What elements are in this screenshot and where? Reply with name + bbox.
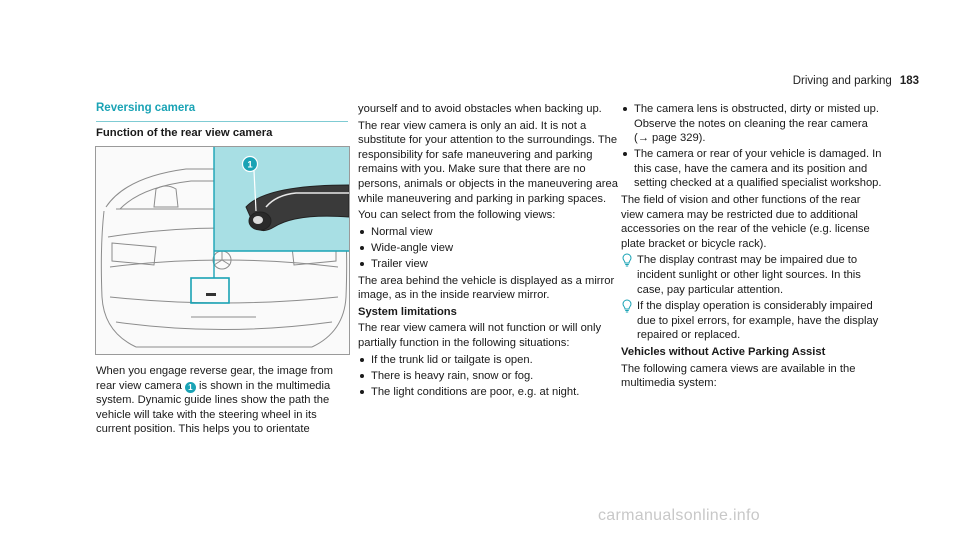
paragraph: You can select from the following views: bbox=[358, 209, 556, 222]
subsection-title: Function of the rear view camera bbox=[96, 127, 273, 139]
car-rear-drawing bbox=[96, 147, 349, 354]
note: The display contrast may be impaired due to incident sunlight or other light sources. In this case, pay particular attention. bbox=[621, 253, 883, 297]
system-limitations-heading: System limitations bbox=[358, 305, 457, 318]
list-item: The camera lens is obstructed, dirty or misted up. Observe the notes on cleaning the rear camera (→ page 329). bbox=[621, 102, 883, 146]
paragraph: The rear view camera is only an aid. It is not a substitute for your attention to the surroundings. The responsibility for safe maneuvering and parking remains with you. Make sure that there are no persons, animals or objects in the maneuvering area while maneuvering and parking in parking spaces. bbox=[358, 119, 618, 205]
list-item: The light conditions are poor, e.g. at night. bbox=[358, 385, 618, 400]
info-icon bbox=[621, 253, 633, 267]
paragraph: yourself and to avoid obstacles when backing up. bbox=[358, 103, 602, 115]
column-3 bbox=[621, 102, 883, 393]
page-number: 183 bbox=[899, 75, 919, 87]
callout-badge: 1 bbox=[185, 382, 196, 393]
list-item: Wide-angle view bbox=[358, 241, 618, 256]
paragraph: The following camera views are available in the multimedia system: bbox=[621, 362, 856, 390]
limitations-list bbox=[358, 353, 618, 400]
limitations-list-continued bbox=[621, 102, 883, 191]
running-header bbox=[793, 74, 919, 89]
header-section: Driving and parking bbox=[792, 75, 892, 87]
paragraph: The area behind the vehicle is displayed as a mirror image, as in the inside rearview mirror. bbox=[358, 274, 615, 302]
column-2 bbox=[358, 102, 618, 401]
section-title: Reversing camera bbox=[96, 101, 348, 122]
info-icon bbox=[621, 299, 633, 313]
list-item: Normal view bbox=[358, 225, 618, 240]
watermark: carmanualsonline.info bbox=[598, 507, 760, 524]
vehicles-heading: Vehicles without Active Parking Assist bbox=[621, 346, 826, 358]
paragraph: The rear view camera will not function or will only partially function in the following situations: bbox=[358, 322, 602, 349]
note: If the display operation is considerably impaired due to pixel errors, for example, have the display repaired or replaced. bbox=[621, 299, 883, 343]
list-item: The camera or rear of your vehicle is damaged. In this case, have the camera and its position and setting checked at a qualified specialist workshop. bbox=[621, 147, 883, 191]
list-item: There is heavy rain, snow or fog. bbox=[358, 369, 618, 384]
callout-number: 1 bbox=[247, 159, 253, 171]
list-item: If the trunk lid or tailgate is open. bbox=[358, 353, 618, 368]
column-1 bbox=[96, 364, 350, 439]
rear-view-camera-illustration bbox=[95, 146, 350, 355]
list-item: Trailer view bbox=[358, 257, 618, 272]
paragraph: The field of vision and other functions of the rear view camera may be restricted due to additional accessories on the rear of the vehicle (e.g. license plate bracket or bicycle rack). bbox=[621, 194, 870, 250]
intro-paragraph: When you engage reverse gear, the image from rear view camera 1 is shown in the multimedia system. Dynamic guide lines show the path the vehicle will take with the steering wheel in its current position. This helps you to orientate bbox=[96, 365, 333, 436]
views-list bbox=[358, 225, 618, 272]
